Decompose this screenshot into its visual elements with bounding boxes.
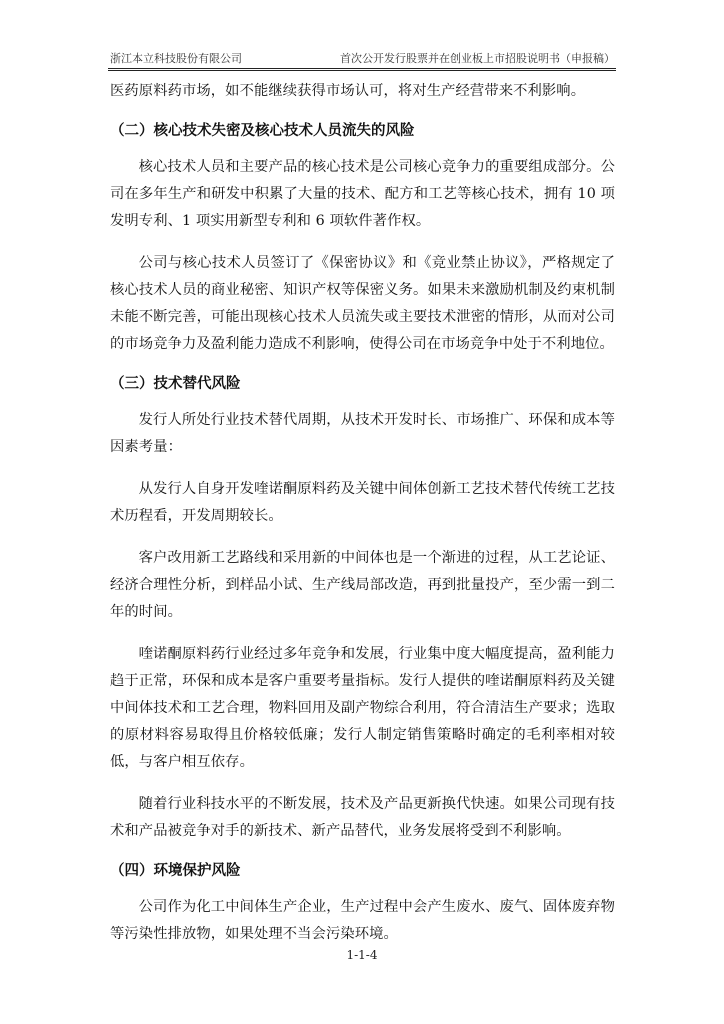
- paragraph: 发行人所处行业技术替代周期，从技术开发时长、市场推广、环保和成本等因素考量：: [110, 412, 615, 455]
- paragraph: 公司作为化工中间体生产企业，生产过程中会产生废水、废气、固体废弃物等污染性排放物，如果处理不当会污染环境。: [110, 899, 615, 942]
- section-heading-environmental-risk: （四）环境保护风险: [110, 863, 241, 879]
- page-number: 1-1-4: [346, 948, 378, 962]
- document-body: [110, 78, 615, 963]
- page-header: [110, 50, 615, 66]
- section-heading-tech-substitution-risk: （三）技术替代风险: [110, 376, 241, 392]
- header-divider: [108, 68, 616, 71]
- paragraph: 从发行人自身开发喹诺酮原料药及关键中间体创新工艺技术替代传统工艺技术历程看，开发周期较长。: [110, 481, 615, 524]
- header-document-title: 首次公开发行股票并在创业板上市招股说明书（申报稿）: [340, 52, 615, 65]
- paragraph-continuation: 医药原料药市场，如不能继续获得市场认可，将对生产经营带来不利影响。: [110, 83, 586, 99]
- header-company-name: 浙江本立科技股份有限公司: [110, 52, 242, 65]
- section-heading-core-tech-risk: （二）核心技术失密及核心技术人员流失的风险: [110, 123, 415, 139]
- paragraph: 核心技术人员和主要产品的核心技术是公司核心竞争力的重要组成部分。公司在多年生产和研发中积累了大量的技术、配方和工艺等核心技术，拥有 10 项发明专利、1 项实用新型专利和 6 项软件著作权。: [110, 159, 615, 229]
- paragraph: 随着行业科技水平的不断发展，技术及产品更新换代快速。如果公司现有技术和产品被竞争对手的新技术、新产品替代，业务发展将受到不利影响。: [110, 796, 615, 839]
- paragraph: 喹诺酮原料药行业经过多年竞争和发展，行业集中度大幅度提高，盈利能力趋于正常，环保和成本是客户重要考量指标。发行人提供的喹诺酮原料药及关键中间体技术和工艺合理，物料回用及副产物综合利用，符合清洁生产要求；选取的原材料容易取得且价格较低廉；发行人制定销售策略时确定的毛利率相对较低，与客户相互依存。: [110, 646, 615, 770]
- paragraph: 客户改用新工艺路线和采用新的中间体也是一个渐进的过程，从工艺论证、经济合理性分析，到样品小试、生产线局部改造，再到批量投产，至少需一到二年的时间。: [110, 550, 615, 620]
- paragraph: 公司与核心技术人员签订了《保密协议》和《竞业禁止协议》，严格规定了核心技术人员的商业秘密、知识产权等保密义务。如果未来激励机制及约束机制未能不断完善，可能出现核心技术人员流失或主要技术泄密的情形，从而对公司的市场竞争力及盈利能力造成不利影响，使得公司在市场竞争中处于不利地位。: [110, 255, 615, 352]
